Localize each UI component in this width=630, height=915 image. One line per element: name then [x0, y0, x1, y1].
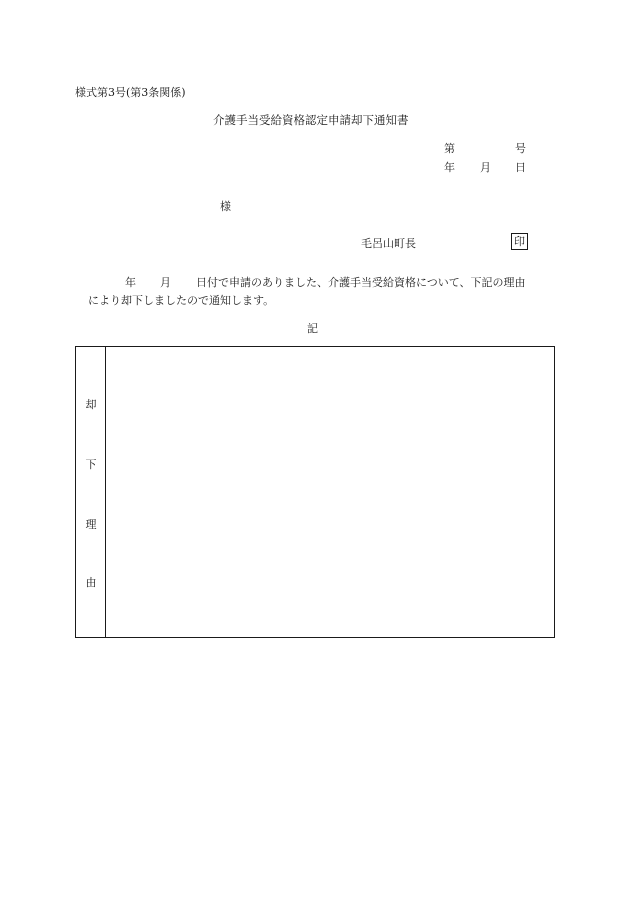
body-year-label: 年	[125, 276, 136, 289]
number-suffix: 号	[515, 142, 526, 155]
reason-label-char: 却	[85, 398, 97, 411]
number-prefix: 第	[444, 142, 455, 155]
reason-content-area[interactable]	[106, 347, 554, 637]
body-month-label: 月	[160, 276, 171, 289]
date-day-label: 日	[515, 161, 526, 174]
reason-label-char: 下	[85, 458, 97, 471]
document-title: 介護手当受給資格認定申請却下通知書	[213, 113, 409, 127]
body-text-line1: 日付で申請のありました、介護手当受給資格について、下記の理由	[196, 276, 526, 289]
reason-label-char: 由	[85, 576, 97, 589]
addressee-suffix: 様	[220, 200, 231, 213]
reason-label-char: 理	[85, 518, 97, 531]
ki-heading: 記	[307, 322, 318, 335]
date-month-label: 月	[480, 161, 491, 174]
seal-stamp: 印	[511, 233, 528, 250]
body-text-line2: により却下しましたので通知します。	[88, 294, 275, 307]
reason-label-column	[76, 347, 106, 637]
date-year-label: 年	[444, 161, 455, 174]
form-label: 様式第3号(第3条関係)	[75, 86, 186, 99]
rejection-reason-box	[75, 346, 555, 638]
issuer-name: 毛呂山町長	[361, 237, 416, 250]
